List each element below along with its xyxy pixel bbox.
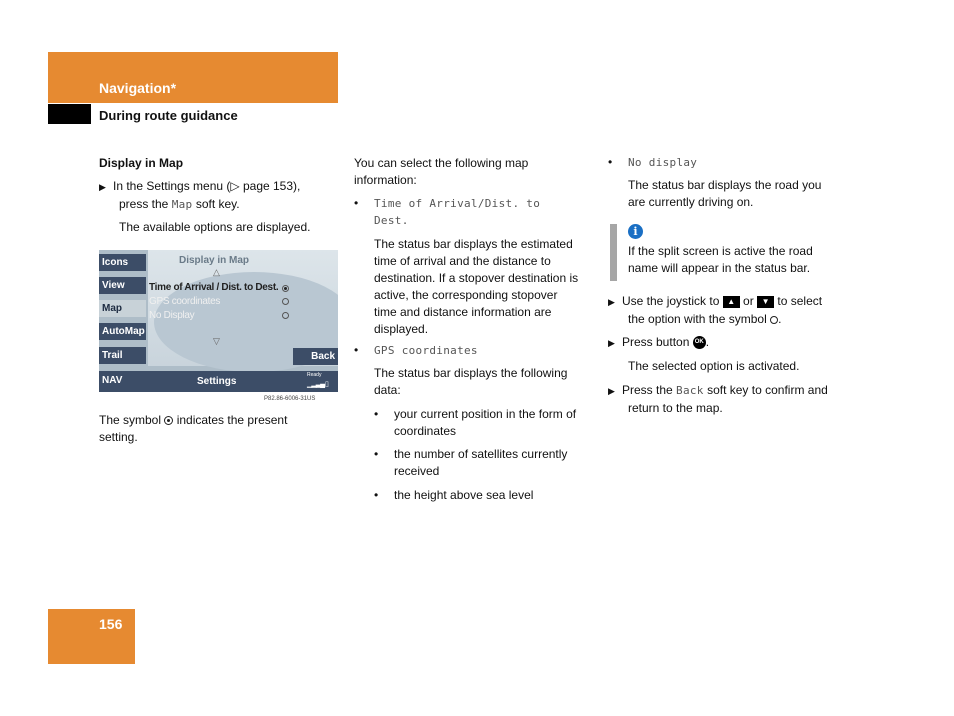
ready-label: Ready [307, 372, 322, 378]
step-press-ok: ▶ Press button OK . [608, 334, 858, 352]
bullet-icon: • [608, 155, 613, 169]
softkey-back[interactable]: Back [293, 348, 338, 365]
softkey-trail[interactable]: Trail [99, 347, 146, 364]
radio-icon[interactable] [282, 312, 289, 319]
map-info-intro: You can select the following map information: [354, 156, 529, 187]
gps-data-height: • the height above sea level [374, 488, 534, 502]
screen-title: Display in Map [179, 255, 250, 266]
radio-icon[interactable] [282, 298, 289, 305]
subheader-marker [48, 104, 91, 124]
section-subtitle: During route guidance [99, 108, 238, 123]
step-arrow-icon: ▶ [608, 338, 615, 348]
nav-label[interactable]: NAV [102, 375, 123, 386]
selected-symbol-icon [164, 416, 173, 425]
selected-radio-icon[interactable] [282, 285, 289, 292]
figure-code: P82.86-6006-31US [264, 396, 316, 402]
screen-status-bar [99, 371, 338, 392]
step-arrow-icon: ▶ [608, 297, 615, 307]
step-press-back: ▶ Press the Back soft key to confirm and return to the map. [608, 383, 828, 415]
bullet-icon: • [374, 488, 379, 502]
header-bar [48, 52, 338, 103]
gps-data-position: • your current position in the form of coordinates [374, 407, 577, 438]
options-displayed-text: The available options are displayed. [119, 220, 311, 234]
softkey-view[interactable]: View [99, 277, 146, 294]
step-settings-menu: ▶ In the Settings menu (▷ page 153), press the Map soft key. [99, 179, 301, 211]
bullet-icon: • [374, 407, 379, 421]
option-gps-item: • GPS coordinates [354, 343, 478, 357]
display-in-map-heading: Display in Map [99, 156, 184, 170]
back-softkey-label: Back [676, 384, 704, 397]
option-no-display[interactable]: No Display [149, 310, 195, 321]
softkey-map[interactable]: Map [99, 300, 146, 317]
joystick-down-icon: ▼ [757, 296, 774, 308]
page-ref-arrow-icon: ▷ [230, 179, 240, 193]
softkey-icons[interactable]: Icons [99, 254, 146, 271]
page-number: 156 [99, 616, 123, 632]
option-activated-text: The selected option is activated. [628, 359, 800, 373]
bullet-icon: • [374, 447, 379, 461]
settings-label[interactable]: Settings [197, 376, 237, 387]
option-gps-description: The status bar displays the following data: [374, 366, 568, 397]
step-joystick: ▶ Use the joystick to ▲ or ▼ to select the option with the symbol . [608, 294, 823, 326]
option-time-of-arrival-item: • Time of Arrival/Dist. to Dest. [354, 196, 541, 227]
softkey-automap[interactable]: AutoMap [99, 323, 146, 340]
display-in-map-screen [99, 250, 338, 392]
info-icon: i [628, 224, 643, 239]
ok-button-icon: OK [693, 336, 706, 349]
option-time-of-arrival[interactable]: Time of Arrival / Dist. to Dest. [149, 282, 279, 293]
step-arrow-icon: ▶ [608, 386, 615, 396]
option-circle-icon [770, 316, 778, 324]
step-arrow-icon: ▶ [99, 182, 106, 192]
split-screen-note: If the split screen is active the road name will appear in the status bar. [628, 244, 813, 275]
scroll-up-icon[interactable]: △ [213, 267, 220, 277]
bullet-icon: • [354, 196, 359, 210]
map-softkey-label: Map [171, 198, 193, 211]
option-no-display-description: The status bar displays the road you are currently driving on. [628, 178, 822, 209]
gps-data-satellites: • the number of satellites currently received [374, 447, 568, 478]
info-side-bar [610, 224, 617, 281]
option-time-of-arrival-description: The status bar displays the estimated time of arrival and the distance to destination. If a stopover destination is active, the corresponding stopover time and distance information are displayed. [374, 237, 579, 336]
joystick-up-icon: ▲ [723, 296, 740, 308]
option-gps-coordinates[interactable]: GPS coordinates [149, 296, 221, 307]
option-no-display-item: • No display [608, 155, 698, 169]
section-title: Navigation* [99, 80, 177, 96]
signal-icon: ▁▂▃▄ ▯ [307, 381, 328, 388]
scroll-down-icon[interactable]: ▽ [213, 336, 220, 346]
symbol-explanation: The symbol indicates the present setting. [99, 413, 288, 444]
bullet-icon: • [354, 343, 359, 357]
